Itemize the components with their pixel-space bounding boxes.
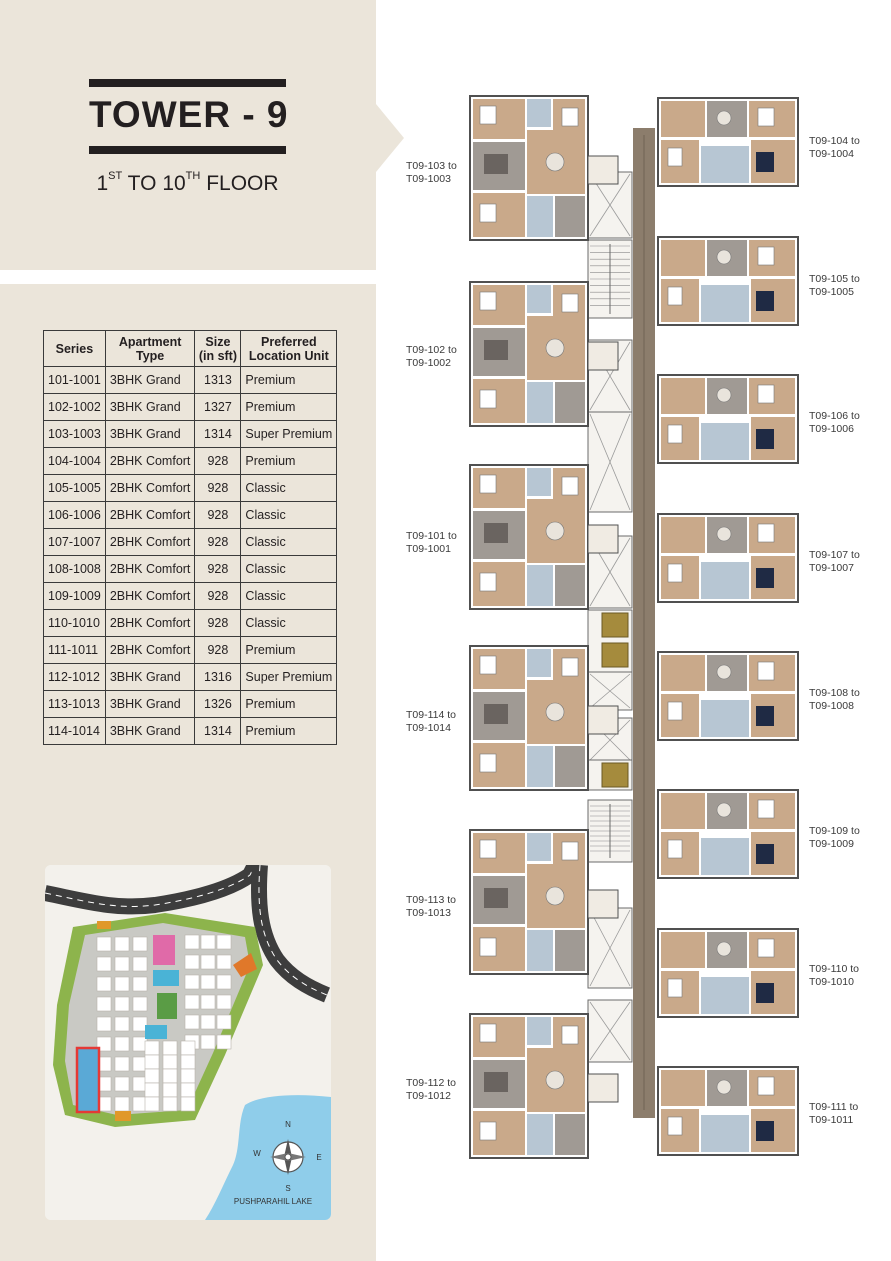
cell-apartment-type: 3BHK Grand: [105, 394, 195, 421]
kitchen: [555, 930, 585, 971]
unit-label: [406, 344, 457, 369]
kitchen: [555, 382, 585, 423]
kitchen: [555, 746, 585, 787]
cell-preferred-location: Premium: [241, 691, 337, 718]
apartment-2bhk: [658, 1067, 798, 1155]
bed: [562, 842, 578, 860]
lift-car: [602, 643, 628, 667]
unit-label-line: T09-107 to: [809, 549, 860, 561]
bed: [756, 983, 774, 1003]
cell-preferred-location: Classic: [241, 610, 337, 637]
bed: [756, 706, 774, 726]
unit-label-line: T09-101 to: [406, 530, 457, 542]
unit-label-line: T09-1004: [809, 147, 854, 160]
apartment-2bhk: [658, 98, 798, 186]
dining-table: [546, 1071, 564, 1089]
bathroom: [527, 649, 551, 677]
cell-apartment-type: 3BHK Grand: [105, 664, 195, 691]
bathroom: [527, 1114, 553, 1155]
unit-label: [809, 549, 860, 574]
cell-preferred-location: Premium: [241, 448, 337, 475]
cell-series: 113-1013: [44, 691, 106, 718]
cell-size: 928: [195, 556, 241, 583]
bed: [562, 477, 578, 495]
unit-label: [809, 410, 860, 435]
bed: [480, 390, 496, 408]
bed: [758, 524, 774, 542]
bed: [668, 702, 682, 720]
unit-label-line: T09-1013: [406, 906, 451, 919]
bed: [668, 287, 682, 305]
living-room: [661, 655, 705, 691]
cell-size: 928: [195, 448, 241, 475]
cell-series: 109-1009: [44, 583, 106, 610]
bathroom: [527, 196, 553, 237]
bathroom: [701, 700, 749, 737]
cell-series: 114-1014: [44, 718, 106, 745]
unit-label-line: T09-110 to: [809, 963, 860, 975]
unit-label-line: T09-102 to: [406, 344, 457, 356]
dining-table: [717, 250, 731, 264]
dining-table: [546, 153, 564, 171]
cell-series: 110-1010: [44, 610, 106, 637]
entry-lobby: [588, 890, 618, 918]
cell-preferred-location: Classic: [241, 502, 337, 529]
bed: [668, 148, 682, 166]
unit-label-line: T09-103 to: [406, 160, 457, 172]
cell-preferred-location: Super Premium: [241, 421, 337, 448]
bed: [756, 429, 774, 449]
unit-label-line: T09-1002: [406, 356, 451, 369]
dining-table: [546, 339, 564, 357]
cell-apartment-type: 2BHK Comfort: [105, 529, 195, 556]
cell-apartment-type: 2BHK Comfort: [105, 556, 195, 583]
bathroom: [701, 562, 749, 599]
unit-label-line: T09-1011: [809, 1113, 854, 1126]
cell-series: 105-1005: [44, 475, 106, 502]
bed: [480, 656, 496, 674]
bed: [756, 291, 774, 311]
bed: [758, 800, 774, 818]
bed: [480, 1024, 496, 1042]
page-title: TOWER - 9: [89, 94, 289, 135]
bed: [758, 1077, 774, 1095]
cell-size: 1313: [195, 367, 241, 394]
bathroom: [701, 977, 749, 1014]
bathroom: [527, 746, 553, 787]
header-size: Size (in sft): [195, 331, 241, 367]
unit-label-line: T09-1008: [809, 699, 854, 712]
cell-size: 928: [195, 475, 241, 502]
living-room: [661, 793, 705, 829]
bed: [758, 939, 774, 957]
bathroom: [527, 930, 553, 971]
sofa: [484, 888, 508, 908]
bathroom: [527, 468, 551, 496]
bathroom: [701, 1115, 749, 1152]
unit-label-line: T09-106 to: [809, 410, 860, 422]
lift-car: [602, 763, 628, 787]
bed: [562, 294, 578, 312]
bathroom: [701, 423, 749, 460]
lake-label: PUSHPARAHIL LAKE: [233, 1197, 313, 1206]
cell-preferred-location: Premium: [241, 367, 337, 394]
cell-apartment-type: 3BHK Grand: [105, 421, 195, 448]
bed: [756, 1121, 774, 1141]
floor-range-subtitle: 1ST TO 10TH FLOOR: [96, 170, 279, 195]
cell-preferred-location: Classic: [241, 583, 337, 610]
cell-apartment-type: 3BHK Grand: [105, 691, 195, 718]
cell-preferred-location: Premium: [241, 394, 337, 421]
lift-car: [602, 613, 628, 637]
unit-label: [406, 1077, 456, 1102]
bed: [562, 658, 578, 676]
cell-preferred-location: Classic: [241, 529, 337, 556]
bed: [480, 292, 496, 310]
unit-label-line: T09-105 to: [809, 273, 860, 285]
apartment-2bhk: [658, 652, 798, 740]
cell-series: 107-1007: [44, 529, 106, 556]
unit-label: [809, 1101, 858, 1126]
entry-lobby: [588, 156, 618, 184]
compass-s: S: [285, 1184, 291, 1193]
dining-table: [546, 703, 564, 721]
unit-label-line: T09-1003: [406, 172, 451, 185]
entry-lobby: [588, 342, 618, 370]
unit-label-line: T09-113 to: [406, 894, 457, 906]
unit-label-line: T09-1010: [809, 975, 854, 988]
unit-label: [809, 135, 860, 160]
cell-series: 104-1004: [44, 448, 106, 475]
cell-apartment-type: 2BHK Comfort: [105, 502, 195, 529]
cell-size: 1326: [195, 691, 241, 718]
cell-series: 102-1002: [44, 394, 106, 421]
apartment-2bhk: [658, 790, 798, 878]
dining-table: [717, 942, 731, 956]
dining-table: [546, 522, 564, 540]
living-room: [661, 932, 705, 968]
cell-series: 101-1001: [44, 367, 106, 394]
sofa: [484, 704, 508, 724]
dining-table: [717, 527, 731, 541]
unit-label: [809, 273, 860, 298]
cell-size: 928: [195, 502, 241, 529]
unit-label: [406, 160, 457, 185]
bed: [562, 108, 578, 126]
bed: [756, 568, 774, 588]
cell-series: 103-1003: [44, 421, 106, 448]
cell-apartment-type: 2BHK Comfort: [105, 637, 195, 664]
unit-label-line: T09-112 to: [406, 1077, 457, 1089]
header-apartment-type: Apartment Type: [105, 331, 195, 367]
dining-table: [717, 665, 731, 679]
bed: [480, 754, 496, 772]
cell-apartment-type: 2BHK Comfort: [105, 610, 195, 637]
bed: [668, 979, 682, 997]
unit-label-line: T09-1014: [406, 721, 451, 734]
compass-e: E: [316, 1153, 322, 1162]
cell-preferred-location: Premium: [241, 637, 337, 664]
unit-label: [809, 687, 860, 712]
bathroom: [527, 833, 551, 861]
bathroom: [527, 382, 553, 423]
dining-table: [717, 111, 731, 125]
bed: [480, 573, 496, 591]
bed: [480, 106, 496, 124]
unit-label: [406, 709, 456, 734]
bed: [756, 152, 774, 172]
bed: [758, 662, 774, 680]
unit-label-line: T09-111 to: [809, 1101, 859, 1113]
unit-label-line: T09-1012: [406, 1089, 451, 1102]
bed: [668, 1117, 682, 1135]
living-room: [661, 378, 705, 414]
sofa: [484, 523, 508, 543]
bed: [480, 840, 496, 858]
bed: [758, 247, 774, 265]
unit-label: [809, 963, 859, 988]
unit-label-line: T09-1001: [406, 542, 451, 555]
dining-table: [717, 803, 731, 817]
cell-size: 928: [195, 610, 241, 637]
cell-size: 1314: [195, 421, 241, 448]
kitchen: [555, 196, 585, 237]
bed: [480, 204, 496, 222]
dining-table: [717, 388, 731, 402]
entry-lobby: [588, 525, 618, 553]
cell-preferred-location: Premium: [241, 718, 337, 745]
unit-label-line: T09-104 to: [809, 135, 860, 147]
bathroom: [527, 565, 553, 606]
cell-series: 112-1012: [44, 664, 106, 691]
compass-n: N: [285, 1120, 291, 1129]
unit-label-line: T09-1005: [809, 285, 854, 298]
unit-label-line: T09-108 to: [809, 687, 860, 699]
sofa: [484, 340, 508, 360]
bed: [480, 938, 496, 956]
bathroom: [527, 1017, 551, 1045]
unit-label-line: T09-114 to: [406, 709, 457, 721]
bathroom: [701, 146, 749, 183]
cell-apartment-type: 2BHK Comfort: [105, 448, 195, 475]
unit-label: [406, 530, 457, 555]
unit-label-line: T09-1007: [809, 561, 854, 574]
cell-apartment-type: 2BHK Comfort: [105, 583, 195, 610]
cell-series: 106-1006: [44, 502, 106, 529]
compass-w: W: [253, 1149, 261, 1158]
bed: [756, 844, 774, 864]
bed: [668, 564, 682, 582]
bathroom: [527, 99, 551, 127]
header-preferred-location: Preferred Location Unit: [241, 331, 337, 367]
dining-table: [546, 887, 564, 905]
living-room: [661, 101, 705, 137]
bed: [758, 385, 774, 403]
cell-size: 928: [195, 529, 241, 556]
bathroom: [701, 838, 749, 875]
unit-label-line: T09-1009: [809, 837, 854, 850]
cell-preferred-location: Super Premium: [241, 664, 337, 691]
sofa: [484, 1072, 508, 1092]
cell-size: 1314: [195, 718, 241, 745]
bathroom: [701, 285, 749, 322]
header-series: Series: [44, 331, 106, 367]
unit-label: [406, 894, 456, 919]
apartment-2bhk: [658, 237, 798, 325]
dining-table: [717, 1080, 731, 1094]
bed: [480, 475, 496, 493]
bed: [668, 425, 682, 443]
living-room: [661, 1070, 705, 1106]
entry-lobby: [588, 1074, 618, 1102]
entry-lobby: [588, 706, 618, 734]
living-room: [661, 517, 705, 553]
cell-apartment-type: 3BHK Grand: [105, 367, 195, 394]
bed: [668, 840, 682, 858]
unit-label-line: T09-109 to: [809, 825, 860, 837]
living-room: [661, 240, 705, 276]
cell-size: 1316: [195, 664, 241, 691]
apartment-2bhk: [658, 929, 798, 1017]
unit-label-line: T09-1006: [809, 422, 854, 435]
cell-size: 1327: [195, 394, 241, 421]
kitchen: [555, 565, 585, 606]
cell-series: 111-1011: [44, 637, 106, 664]
sofa: [484, 154, 508, 174]
bed: [562, 1026, 578, 1044]
kitchen: [555, 1114, 585, 1155]
cell-preferred-location: Classic: [241, 556, 337, 583]
cell-apartment-type: 2BHK Comfort: [105, 475, 195, 502]
cell-preferred-location: Classic: [241, 475, 337, 502]
apartment-2bhk: [658, 514, 798, 602]
bathroom: [527, 285, 551, 313]
bed: [480, 1122, 496, 1140]
bed: [758, 108, 774, 126]
cell-apartment-type: 3BHK Grand: [105, 718, 195, 745]
cell-series: 108-1008: [44, 556, 106, 583]
cell-size: 928: [195, 583, 241, 610]
cell-size: 928: [195, 637, 241, 664]
unit-label: [809, 825, 860, 850]
apartment-2bhk: [658, 375, 798, 463]
